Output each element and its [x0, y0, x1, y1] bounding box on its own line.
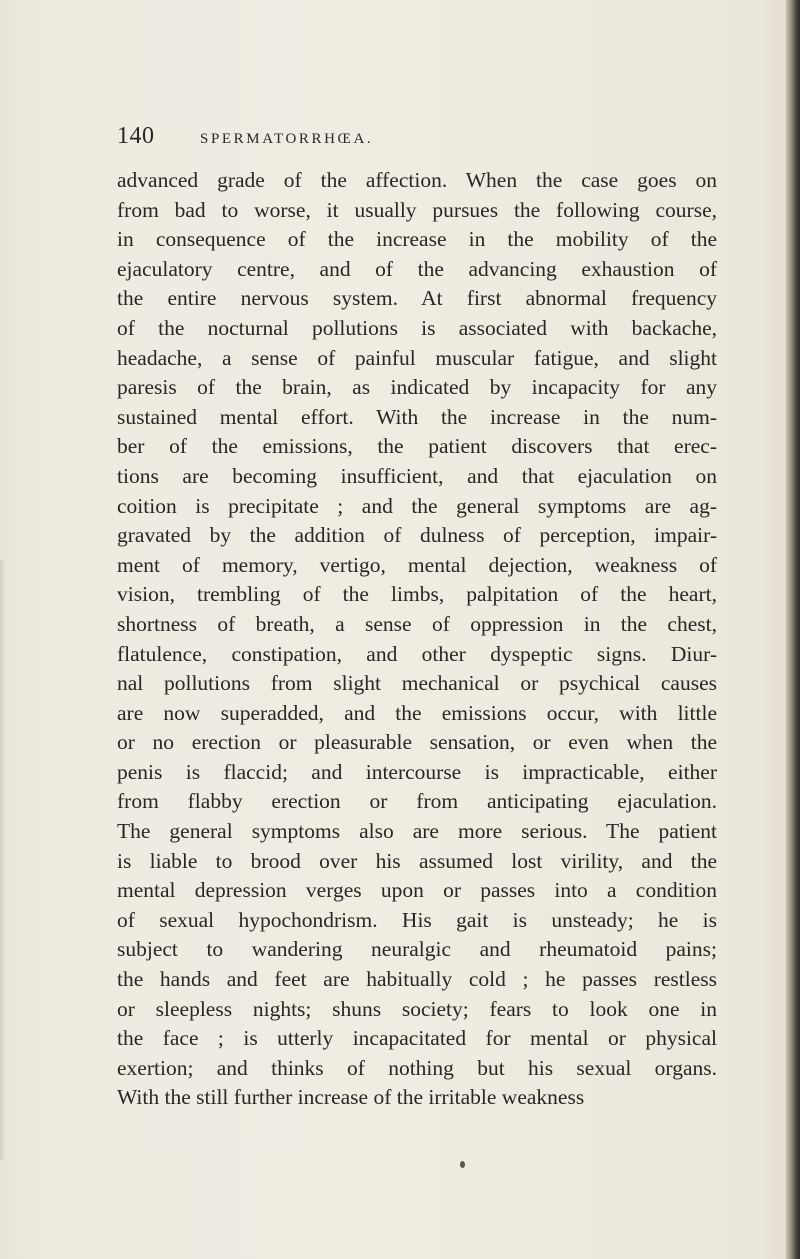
text-line: from flabby erection or from anticipating ejaculation.: [117, 789, 717, 814]
text-line: ment of memory, vertigo, mental dejection, weakness of: [117, 552, 717, 577]
page-number: 140: [117, 123, 155, 149]
text-line: exertion; and thinks of nothing but his sexual organs.: [117, 1055, 717, 1080]
text-line: sustained mental effort. With the increase in the num-: [117, 404, 717, 429]
text-line: or no erection or pleasurable sensation, or even when the: [117, 730, 717, 755]
text-line: tions are becoming insufficient, and that ejaculation on: [117, 463, 717, 488]
running-head: SPERMATORRHŒA.: [200, 131, 374, 147]
text-line: advanced grade of the affection. When the case goes on: [117, 168, 717, 192]
page-gutter-shadow: [0, 560, 6, 1160]
ink-speck: [460, 1161, 465, 1168]
text-line: coition is precipitate ; and the general symptoms are ag-: [117, 493, 717, 518]
text-line: of the nocturnal pollutions is associated with backache,: [117, 315, 717, 340]
text-line: flatulence, constipation, and other dyspeptic signs. Diur-: [117, 641, 717, 666]
text-line: nal pollutions from slight mechanical or psychical causes: [117, 671, 717, 696]
text-line: ber of the emissions, the patient discovers that erec-: [117, 434, 717, 459]
text-line: in consequence of the increase in the mobility of the: [117, 227, 717, 252]
text-line: gravated by the addition of dulness of perception, impair-: [117, 523, 717, 548]
body-text: [117, 166, 717, 1113]
text-line: the face ; is utterly incapacitated for mental or physical: [117, 1026, 717, 1051]
text-line: the entire nervous system. At first abnormal frequency: [117, 286, 717, 311]
text-line: are now superadded, and the emissions occur, with little: [117, 700, 717, 725]
text-line: penis is flaccid; and intercourse is impracticable, either: [117, 759, 717, 784]
text-line: The general symptoms also are more serious. The patient: [117, 819, 717, 844]
text-line: subject to wandering neuralgic and rheumatoid pains;: [117, 937, 717, 962]
text-line: vision, trembling of the limbs, palpitation of the heart,: [117, 582, 717, 607]
text-line: of sexual hypochondrism. His gait is unsteady; he is: [117, 907, 717, 932]
page-edge: [786, 0, 800, 1259]
text-line: paresis of the brain, as indicated by incapacity for any: [117, 375, 717, 400]
text-line: mental depression verges upon or passes into a condition: [117, 878, 717, 903]
text-line: is liable to brood over his assumed lost virility, and the: [117, 848, 717, 873]
text-line: from bad to worse, it usually pursues the following course,: [117, 197, 717, 222]
text-line: headache, a sense of painful muscular fatigue, and slight: [117, 345, 717, 370]
text-line: the hands and feet are habitually cold ; he passes restless: [117, 967, 717, 992]
text-line: With the still further increase of the irritable weakness: [117, 1085, 585, 1110]
text-line: ejaculatory centre, and of the advancing exhaustion of: [117, 256, 717, 281]
text-line: shortness of breath, a sense of oppression in the chest,: [117, 611, 717, 636]
text-line: or sleepless nights; shuns society; fears to look one in: [117, 996, 717, 1021]
